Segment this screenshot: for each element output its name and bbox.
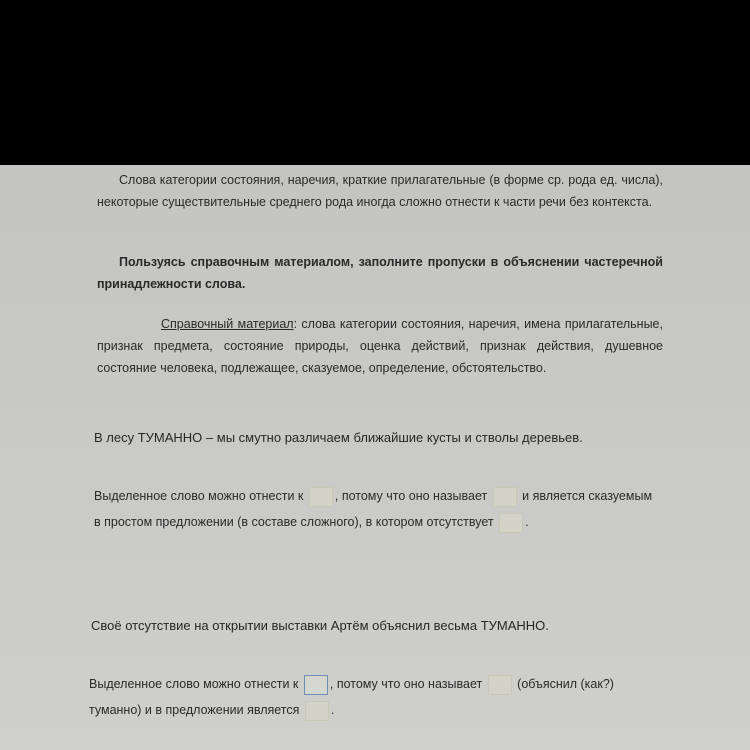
task-instruction: [97, 251, 663, 295]
exercise1-blank-2[interactable]: [493, 487, 517, 507]
exercise2-sentence: Своё отсутствие на открытии выставки Артём объяснил весьма ТУМАННО.: [91, 618, 549, 633]
exercise1-sentence: В лесу ТУМАННО – мы смутно различаем ближайшие кусты и стволы деревьев.: [94, 430, 583, 445]
exercise2-text-part4: .: [330, 703, 335, 717]
exercise2-text-part2: , потому что оно называет: [329, 677, 486, 691]
exercise1-text-part2: , потому что оно называет: [334, 489, 491, 503]
reference-colon: :: [293, 317, 298, 331]
reference-text: слова категории состояния, наречия, имена прилагательные, признак предмета, состояние природы, оценка действий, признак действия, душевное состояние человека, подлежащее, сказуемое, определение, обстоятельство.: [97, 317, 663, 375]
exercise2-blank-3[interactable]: [305, 701, 329, 721]
exercise1-text-part4: .: [525, 515, 529, 529]
exercise2-question: [89, 671, 649, 723]
exercise2-blank-1[interactable]: [304, 675, 328, 695]
exercise2-blank-2[interactable]: [488, 675, 512, 695]
exercise1-question: [94, 483, 654, 535]
exercise1-blank-3[interactable]: [499, 513, 523, 533]
intro-paragraph: [97, 169, 663, 213]
top-dark-area: [0, 0, 750, 165]
task-text: Пользуясь справочным материалом, заполните пропуски в объяснении частеречной принадлежности слова.: [97, 255, 663, 291]
intro-text: Слова категории состояния, наречия, краткие прилагательные (в форме ср. рода ед. числа), некоторые существительные среднего рода иногда сложно отнести к части речи без контекста.: [97, 173, 663, 209]
worksheet-page: [0, 165, 750, 750]
reference-material: [97, 313, 663, 379]
exercise1-text-part3: и является сказуемым в простом предложении (в составе сложного), в котором отсутствует: [94, 489, 653, 529]
exercise1-blank-1[interactable]: [309, 487, 333, 507]
exercise2-text-part1: Выделенное слово можно отнести к: [89, 677, 302, 691]
exercise1-text-part1: Выделенное слово можно отнести к: [94, 489, 307, 503]
exercise2-text-part3: (объяснил (как?) туманно) и в предложении является: [89, 677, 614, 717]
reference-label: Справочный материал: [161, 317, 294, 331]
